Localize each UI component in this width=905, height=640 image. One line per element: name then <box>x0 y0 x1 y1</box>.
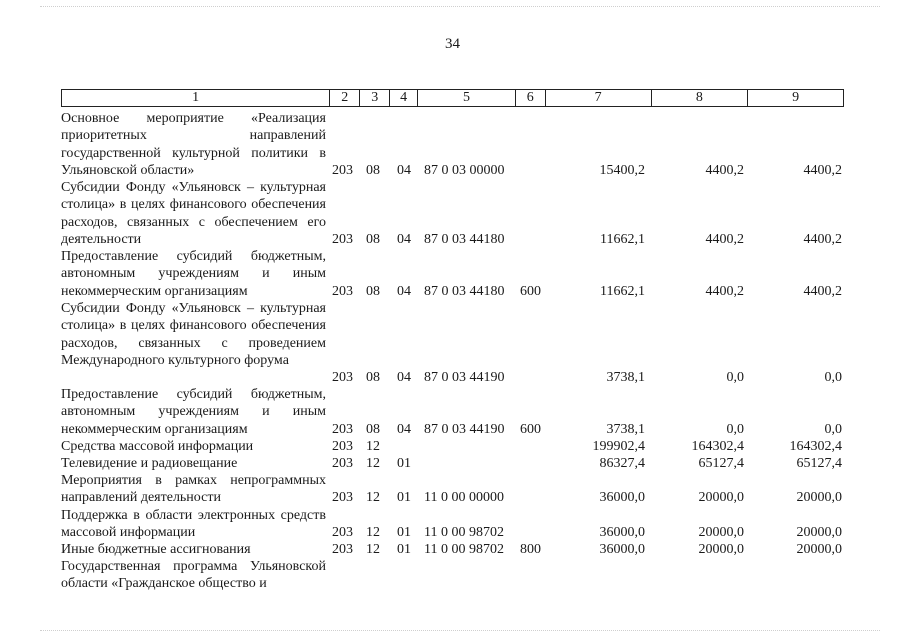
row-name: Предоставление субсидий бюджетным, автономным учреждениям и иным некоммерческим организациям <box>61 249 326 299</box>
header-col-8: 8 <box>652 90 749 106</box>
scan-artifact-top <box>40 6 880 7</box>
row-code-ministry: 203 <box>332 456 353 471</box>
row-code-subsection: 01 <box>397 490 411 505</box>
row-name: Основное мероприятие «Реализация приоритетных направлений государственной культурной политики в Ульяновской области» <box>61 111 326 179</box>
row-value-col9: 20000,0 <box>796 525 842 540</box>
row-value-col7: 11662,1 <box>600 284 645 299</box>
row-code-section: 08 <box>366 422 380 437</box>
row-name: Телевидение и радиовещание <box>61 456 238 471</box>
header-col-6: 6 <box>516 90 546 106</box>
row-value-col8: 164302,4 <box>691 439 744 454</box>
row-value-col7: 3738,1 <box>606 370 645 385</box>
row-code-section: 08 <box>366 163 380 178</box>
row-code-section: 12 <box>366 525 380 540</box>
header-col-9: 9 <box>792 90 800 105</box>
page-number: 34 <box>445 36 460 52</box>
row-value-col9: 4400,2 <box>803 163 842 178</box>
header-col-5: 5 <box>418 90 516 106</box>
row-value-col7: 11662,1 <box>600 232 645 247</box>
row-value-col7: 36000,0 <box>599 542 645 557</box>
row-code-ministry: 203 <box>332 284 353 299</box>
row-name: Государственная программа Ульяновской области «Гражданское общество и <box>61 559 326 592</box>
row-value-col9: 4400,2 <box>803 232 842 247</box>
row-code-section: 12 <box>366 542 380 557</box>
row-code-subsection: 04 <box>397 232 411 247</box>
row-name: Средства массовой информации <box>61 439 254 454</box>
row-code-ministry: 203 <box>332 542 353 557</box>
row-code-target: 87 0 03 44190 <box>424 370 505 385</box>
row-name: Субсидии Фонду «Ульяновск – культурная столица» в целях финансового обеспечения расходов, связанных с обеспечением его деятельности <box>61 180 326 248</box>
row-code-subsection: 04 <box>397 284 411 299</box>
row-code-section: 08 <box>366 370 380 385</box>
row-code-subsection: 04 <box>397 163 411 178</box>
row-value-col8: 4400,2 <box>705 232 744 247</box>
header-col-3: 3 <box>360 90 390 106</box>
row-value-col7: 15400,2 <box>599 163 645 178</box>
row-value-col9: 0,0 <box>824 422 842 437</box>
row-code-section: 12 <box>366 456 380 471</box>
row-code-target: 11 0 00 98702 <box>424 525 504 540</box>
row-value-col9: 4400,2 <box>803 284 842 299</box>
row-value-col7: 36000,0 <box>599 525 645 540</box>
header-col-1: 1 <box>62 90 330 106</box>
row-code-subsection: 01 <box>397 542 411 557</box>
row-code-type: 600 <box>520 284 541 299</box>
row-value-col9: 65127,4 <box>796 456 842 471</box>
row-value-col8: 20000,0 <box>698 525 744 540</box>
row-value-col9: 164302,4 <box>789 439 842 454</box>
row-code-subsection: 01 <box>397 456 411 471</box>
row-value-col7: 86327,4 <box>599 456 645 471</box>
row-value-col8: 20000,0 <box>698 490 744 505</box>
row-code-ministry: 203 <box>332 370 353 385</box>
row-code-ministry: 203 <box>332 163 353 178</box>
row-value-col7: 3738,1 <box>606 422 645 437</box>
row-code-section: 12 <box>366 490 380 505</box>
header-col-4: 4 <box>390 90 418 106</box>
row-value-col7: 36000,0 <box>599 490 645 505</box>
row-value-col8: 0,0 <box>726 370 744 385</box>
row-value-col9: 20000,0 <box>796 542 842 557</box>
row-code-target: 87 0 03 00000 <box>424 163 505 178</box>
row-name: Субсидии Фонду «Ульяновск – культурная столица» в целях финансового обеспечения расходов, связанных с проведением Международного культурного форума <box>61 301 326 369</box>
row-code-target: 11 0 00 00000 <box>424 490 504 505</box>
header-col-7: 7 <box>546 90 652 106</box>
row-code-target: 87 0 03 44180 <box>424 232 505 247</box>
row-code-subsection: 01 <box>397 525 411 540</box>
row-code-section: 08 <box>366 284 380 299</box>
row-value-col8: 65127,4 <box>698 456 744 471</box>
row-code-target: 11 0 00 98702 <box>424 542 504 557</box>
row-value-col8: 4400,2 <box>705 163 744 178</box>
row-code-target: 87 0 03 44190 <box>424 422 505 437</box>
row-value-col8: 0,0 <box>726 422 744 437</box>
header-col-2: 2 <box>330 90 360 106</box>
row-code-target: 87 0 03 44180 <box>424 284 505 299</box>
row-name: Мероприятия в рамках непрограммных направлений деятельности <box>61 473 326 506</box>
row-name: Поддержка в области электронных средств массовой информации <box>61 508 326 541</box>
row-value-col8: 4400,2 <box>705 284 744 299</box>
row-code-subsection: 04 <box>397 422 411 437</box>
row-value-col9: 20000,0 <box>796 490 842 505</box>
row-code-type: 800 <box>520 542 541 557</box>
table-header <box>61 89 844 107</box>
scan-artifact-bottom <box>40 630 880 631</box>
row-code-ministry: 203 <box>332 525 353 540</box>
row-code-ministry: 203 <box>332 439 353 454</box>
row-code-ministry: 203 <box>332 422 353 437</box>
row-name: Предоставление субсидий бюджетным, автономным учреждениям и иным некоммерческим организациям <box>61 387 326 437</box>
row-code-subsection: 04 <box>397 370 411 385</box>
row-code-ministry: 203 <box>332 490 353 505</box>
row-value-col7: 199902,4 <box>592 439 645 454</box>
row-code-section: 12 <box>366 439 380 454</box>
row-code-ministry: 203 <box>332 232 353 247</box>
row-name: Иные бюджетные ассигнования <box>61 542 251 557</box>
row-value-col8: 20000,0 <box>698 542 744 557</box>
row-code-section: 08 <box>366 232 380 247</box>
row-value-col9: 0,0 <box>824 370 842 385</box>
row-code-type: 600 <box>520 422 541 437</box>
